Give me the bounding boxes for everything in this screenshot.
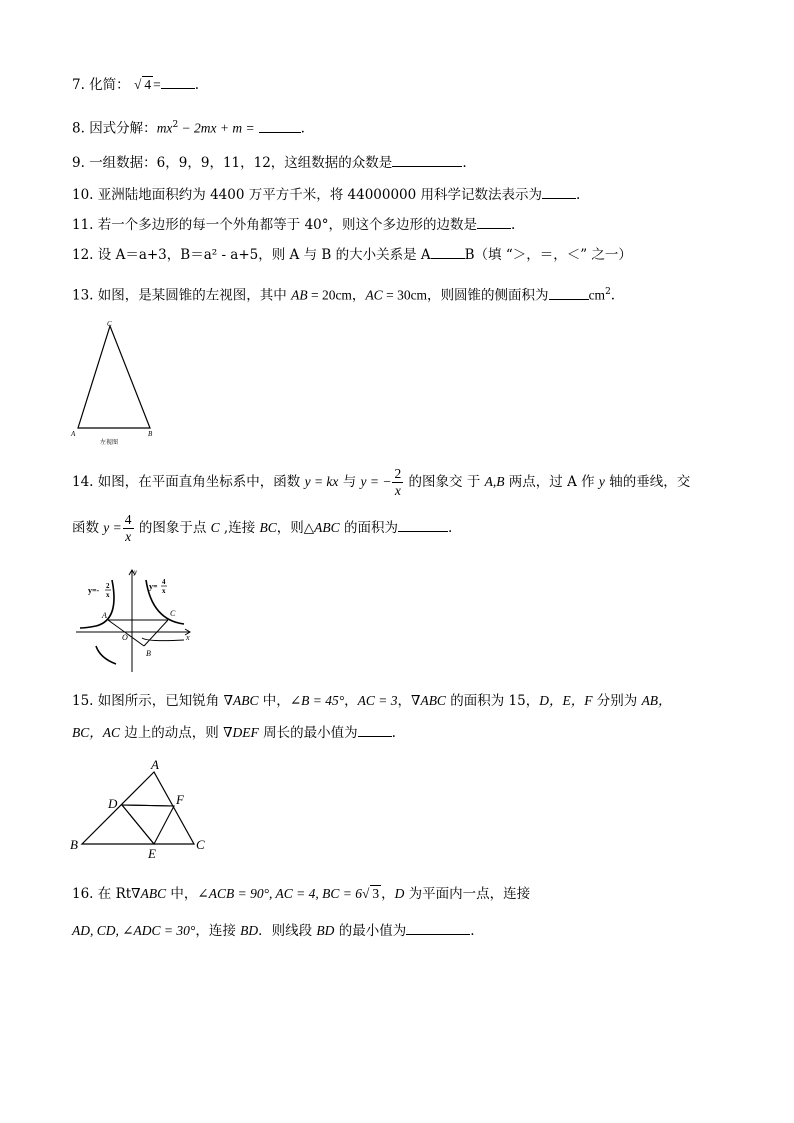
period: . xyxy=(462,155,467,171)
point-label-e: E xyxy=(148,846,156,861)
point-label: D xyxy=(394,886,405,901)
question-text: 的面积为 15， xyxy=(445,693,540,709)
question-text: 若一个多边形的每一个外角都等于 40°，则这个多边形的边数是 xyxy=(97,217,477,233)
point-label-c: C xyxy=(170,609,176,618)
segment-labels: BC，AC xyxy=(72,725,121,740)
question-text: ，则△ xyxy=(276,520,315,536)
triangle-def xyxy=(122,805,174,844)
question-number: 14. xyxy=(72,474,94,490)
point-labels: A,B xyxy=(484,474,505,489)
label-right-function: y= xyxy=(149,582,158,591)
point-label-d: D xyxy=(108,796,118,811)
answer-blank[interactable] xyxy=(259,118,301,133)
question-text: 两点，过 A 作 xyxy=(504,474,599,490)
y-axis-label: y xyxy=(134,568,138,576)
figure-caption: 左视图 xyxy=(100,440,119,446)
answer-blank[interactable] xyxy=(549,285,589,300)
question-8 xyxy=(72,115,305,139)
answer-blank[interactable] xyxy=(398,517,448,532)
math-expression: mx xyxy=(156,120,173,136)
point-label-b: B xyxy=(146,649,151,658)
question-text: 如图，是某圆锥的左视图，其中 xyxy=(97,287,292,304)
question-text: 轴的垂线，交 xyxy=(604,474,691,490)
question-text: 的图象于点 xyxy=(134,520,211,536)
x-axis-label: x xyxy=(186,633,190,642)
label-right-num: 4 xyxy=(162,578,166,586)
question-text: 边上的动点，则 xyxy=(120,725,224,741)
axis-label: y xyxy=(598,474,605,489)
question-11 xyxy=(72,214,515,235)
question-9 xyxy=(72,152,467,173)
function-expression: y = kx xyxy=(304,474,339,489)
label-left-function: y=- xyxy=(88,586,100,595)
segment-df xyxy=(122,805,174,806)
period: . xyxy=(391,725,396,741)
unit: cm xyxy=(588,287,606,303)
question-text: 的最小值为 xyxy=(334,923,407,939)
question-text: 如图所示，已知锐角 xyxy=(97,693,224,709)
period: . xyxy=(194,77,200,93)
segment-expression: AC = 3 xyxy=(357,693,398,708)
function-expression: y = xyxy=(103,520,122,535)
question-14-line-2 xyxy=(72,512,452,545)
question-number: 15. xyxy=(72,693,94,709)
label-left-den: x xyxy=(106,591,110,599)
point-label: C xyxy=(210,520,220,535)
question-text: 如图，在平面直角坐标系中，函数 xyxy=(97,474,305,490)
question-text: 函数 xyxy=(72,520,104,536)
radicand: 3 xyxy=(372,886,380,901)
vertex-label-b: B xyxy=(148,430,153,438)
question-text: 则圆锥的侧面积为 xyxy=(440,287,549,304)
question-text: 因式分解： xyxy=(89,120,157,137)
equals-sign: = xyxy=(153,77,161,92)
vertex-label-b: B xyxy=(70,837,78,852)
label-right-den: x xyxy=(162,587,166,595)
question-13 xyxy=(72,282,615,306)
question-text: 在 Rt xyxy=(97,886,132,902)
condition-expression: ∠ACB = 90°, AC = 4, BC = 6 xyxy=(197,886,362,901)
segment-label: AC xyxy=(365,287,383,303)
question-text: 一组数据：6，9，9，11，12，这组数据的众数是 xyxy=(89,155,393,171)
question-text: 亚洲陆地面积约为 4400 万平方千米，将 44000000 用科学记数法表示为 xyxy=(97,187,543,203)
answer-blank[interactable] xyxy=(406,920,470,935)
question-text: 的图象交 于 xyxy=(404,474,485,490)
triangle-label: ∇ABC xyxy=(223,693,259,708)
answer-blank[interactable] xyxy=(542,184,576,199)
question-text: ， xyxy=(397,693,412,709)
period: . xyxy=(610,287,616,304)
question-15-line-2 xyxy=(72,722,396,743)
vertex-label-a: A xyxy=(151,757,159,772)
label-left-num: 2 xyxy=(106,582,110,590)
answer-blank[interactable] xyxy=(477,214,511,229)
segment-label: AB xyxy=(291,287,308,303)
triangle-label: ABC xyxy=(314,520,340,535)
question-7: 7. 化简： √ 4 = . xyxy=(72,74,199,95)
triangle-def-figure xyxy=(68,754,218,862)
condition-expression: AD, CD, ∠ADC = 30° xyxy=(72,923,196,938)
question-text: 设 A＝a+3，B＝a² - a+5，则 A 与 B 的大小关系是 A xyxy=(97,247,431,263)
answer-blank[interactable] xyxy=(431,244,465,259)
value: = 30cm， xyxy=(382,287,441,303)
exponent: 2 xyxy=(172,120,179,130)
origin-label: O xyxy=(122,633,128,642)
segment-label: BD xyxy=(240,923,259,938)
point-labels: D，E，F xyxy=(539,693,593,708)
triangle-label: ∇DEF xyxy=(223,725,259,740)
curve-4-over-x-left xyxy=(96,646,116,664)
question-number: 9. xyxy=(72,155,85,171)
question-15 xyxy=(72,691,672,711)
period: . xyxy=(470,923,475,939)
question-number: 16. xyxy=(72,886,94,902)
period: . xyxy=(511,217,516,233)
question-number: 7. xyxy=(72,77,85,93)
coordinate-graph-figure xyxy=(72,566,196,678)
radicand: 4 xyxy=(144,77,152,92)
question-number: 8. xyxy=(72,120,85,137)
vertex-label-c: C xyxy=(196,837,205,852)
vertex-label-a: A xyxy=(71,430,76,438)
question-text: 化简： xyxy=(89,77,130,93)
question-number: 10. xyxy=(72,187,94,203)
period: . xyxy=(300,120,305,137)
question-12 xyxy=(72,244,632,265)
fraction: $\frac{4}{x}$ xyxy=(124,512,132,544)
point-label-a: A xyxy=(102,611,107,620)
vertex-label-c: C xyxy=(107,320,112,328)
math-expression: − 2mx + m = xyxy=(178,120,255,136)
question-14 xyxy=(72,466,690,499)
function-expression: y = − xyxy=(360,474,392,489)
question-text: 与 xyxy=(338,474,361,490)
segment-bc xyxy=(144,620,168,646)
answer-blank[interactable] xyxy=(161,74,195,89)
question-number: 11. xyxy=(72,217,94,233)
question-text: 的面积为 xyxy=(339,520,398,536)
exponent: 2 xyxy=(605,287,611,297)
question-text: 为平面内一点，连接 xyxy=(404,886,531,902)
question-number: 12. xyxy=(72,247,94,263)
period: . xyxy=(576,187,581,203)
triangle-label: ∇ABC xyxy=(411,693,446,708)
angle-expression: ∠B = 45° xyxy=(289,693,345,708)
segment-label: BD xyxy=(316,923,335,938)
question-text: ．则线段 xyxy=(258,923,317,939)
curve-neg2-over-x-right xyxy=(142,638,184,641)
question-16-line-2 xyxy=(72,920,475,941)
cone-left-view-figure xyxy=(70,318,160,448)
segment-label: BC xyxy=(259,520,277,535)
point-label-f: F xyxy=(176,792,184,807)
question-text: ， xyxy=(344,693,358,709)
question-text: 周长的最小值为 xyxy=(258,725,358,741)
question-10 xyxy=(72,184,580,205)
question-text: 中， xyxy=(258,693,290,709)
question-text: 中， xyxy=(166,886,198,902)
question-text: ，连接 xyxy=(195,923,241,939)
triangle-outline xyxy=(78,326,150,428)
answer-blank[interactable] xyxy=(392,152,462,167)
question-number: 13. xyxy=(72,287,94,304)
segment-label: AB， xyxy=(641,693,672,708)
triangle-abc xyxy=(82,772,194,844)
question-text: ,连接 xyxy=(219,520,260,536)
question-text-tail: B（填 “＞，＝，＜” 之一） xyxy=(464,247,632,263)
question-text: 分别为 xyxy=(592,693,642,709)
value: = 20cm， xyxy=(307,287,366,303)
answer-blank[interactable] xyxy=(358,722,392,737)
question-16: 16. 在 Rt∇ABC 中，∠ACB = 90°, AC = 4, BC = 6√ 3 ，D 为平面内一点，连接 xyxy=(72,886,531,902)
fraction: $\frac{2}{x}$ xyxy=(394,466,402,498)
period: . xyxy=(447,520,453,536)
triangle-label: ∇ABC xyxy=(131,886,167,901)
question-text: ， xyxy=(381,886,395,902)
